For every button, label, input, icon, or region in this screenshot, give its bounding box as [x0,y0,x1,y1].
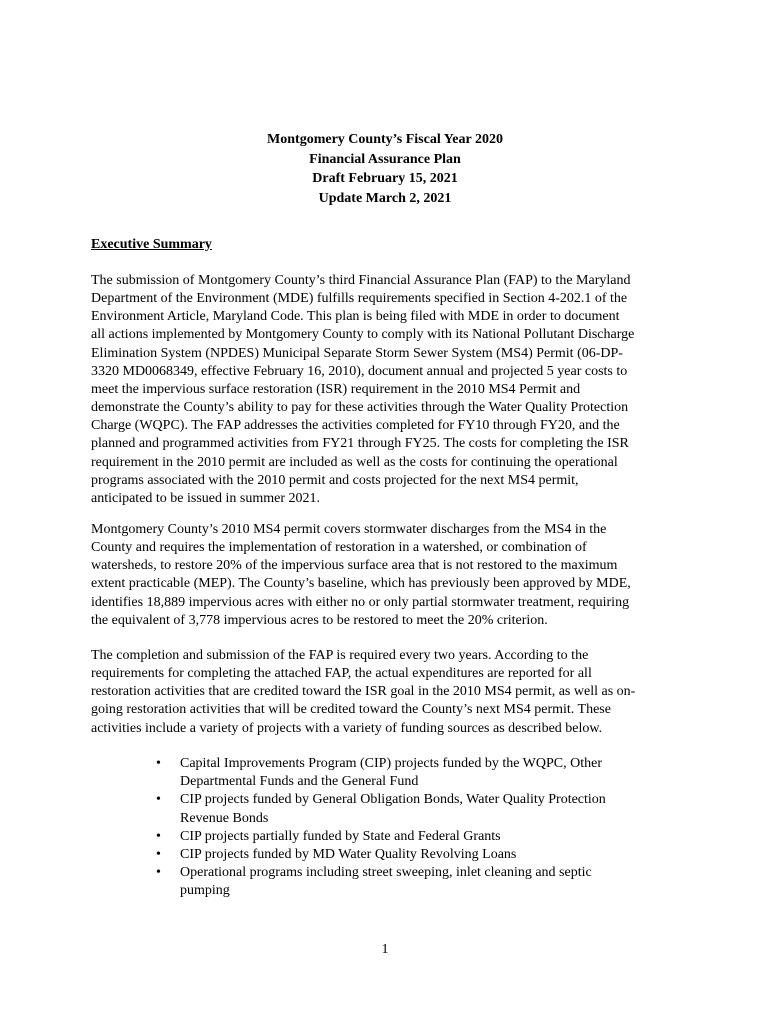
title-line-4: Update March 2, 2021 [318,190,452,206]
document-title [0,130,770,208]
paragraph-line: meet the impervious surface restoration (ISR) requirement in the 2010 MS4 Permit and [91,381,581,397]
bullet-icon: • [156,847,161,863]
list-item [156,828,676,846]
paragraph-line: extent practicable (MEP). The County’s baseline, which has previously been approved by MDE, [91,576,631,592]
section-heading-executive-summary: Executive Summary [91,237,212,252]
title-line-3: Draft February 15, 2021 [312,171,458,186]
paragraph-line: The completion and submission of the FAP is required every two years. According to the [91,648,589,663]
list-item [156,846,676,864]
list-item [156,791,676,827]
paragraph-line: Charge (WQPC). The FAP addresses the activities completed for FY10 through FY20, and the [91,418,620,434]
paragraph-line: going restoration activities that will be credited toward the County’s next MS4 permit. These [91,702,611,718]
paragraph-line: all actions implemented by Montgomery County to comply with its National Pollutant Discharge [91,327,635,343]
paragraph-line: Montgomery County’s 2010 MS4 permit covers stormwater discharges from the MS4 in the [91,522,607,537]
title-line-2: Financial Assurance Plan [309,151,461,167]
paragraph-line: Elimination System (NPDES) Municipal Separate Storm Sewer System (MS4) Permit (06-DP- [91,345,623,361]
paragraph-line: County and requires the implementation of restoration in a watershed, or combination of [91,540,587,556]
paragraph-line: demonstrate the County’s ability to pay for these activities through the Water Quality Protection [91,400,629,416]
page-number: 1 [381,942,389,957]
paragraph-line: The submission of Montgomery County’s third Financial Assurance Plan (FAP) to the Maryland [91,273,631,288]
paragraph-line: anticipated to be issued in summer 2021. [91,490,321,506]
list-item-line: CIP projects partially funded by State and Federal Grants [180,828,501,844]
paragraph-line: watersheds, to restore 20% of the impervious surface area that is not restored to the maximum [91,558,618,574]
paragraph-line: planned and programmed activities from FY21 through FY25. The costs for completing the ISR [91,436,629,452]
bullet-icon: • [156,756,161,771]
list-item [156,755,676,791]
list-item [156,864,676,900]
paragraph-line: Environment Article, Maryland Code. This plan is being filed with MDE in order to document [91,309,620,325]
paragraph-line: 3320 MD0068349, effective February 16, 2010), document annual and projected 5 year costs to [91,363,628,379]
paragraph-line: Department of the Environment (MDE) fulfills requirements specified in Section 4-202.1 of the [91,291,628,307]
list-item-line: CIP projects funded by MD Water Quality Revolving Loans [180,847,517,863]
list-item-line: Capital Improvements Program (CIP) projects funded by the WQPC, Other [180,756,602,771]
paragraph-3 [91,647,691,738]
paragraph-2 [91,521,691,630]
paragraph-1 [91,272,691,508]
title-line-1: Montgomery County’s Fiscal Year 2020 [267,132,503,147]
paragraph-line: requirement in the 2010 permit are included as well as the costs for continuing the operational [91,454,618,470]
bullet-icon: • [156,828,161,844]
list-item-line: Departmental Funds and the General Fund [180,774,419,790]
paragraph-line: activities include a variety of projects with a variety of funding sources as described below. [91,720,603,736]
paragraph-line: programs associated with the 2010 permit and costs projected for the next MS4 permit, [91,472,579,488]
list-item-line: Revenue Bonds [180,810,269,826]
paragraph-line: identifies 18,889 impervious acres with either no or only partial stormwater treatment, requiring [91,594,630,610]
bullet-icon: • [156,792,161,808]
paragraph-line: requirements for completing the attached FAP, the actual expenditures are reported for all [91,666,592,682]
paragraph-line: the equivalent of 3,778 impervious acres to be restored to meet the 20% criterion. [91,612,548,628]
paragraph-line: restoration activities that are credited toward the ISR goal in the 2010 MS4 permit, as well as on- [91,684,636,700]
bullet-icon: • [156,865,161,881]
list-item-line: CIP projects funded by General Obligation Bonds, Water Quality Protection [180,792,606,808]
list-item-line: Operational programs including street sweeping, inlet cleaning and septic [180,865,592,881]
funding-sources-list [156,755,676,901]
list-item-line: pumping [180,883,230,899]
